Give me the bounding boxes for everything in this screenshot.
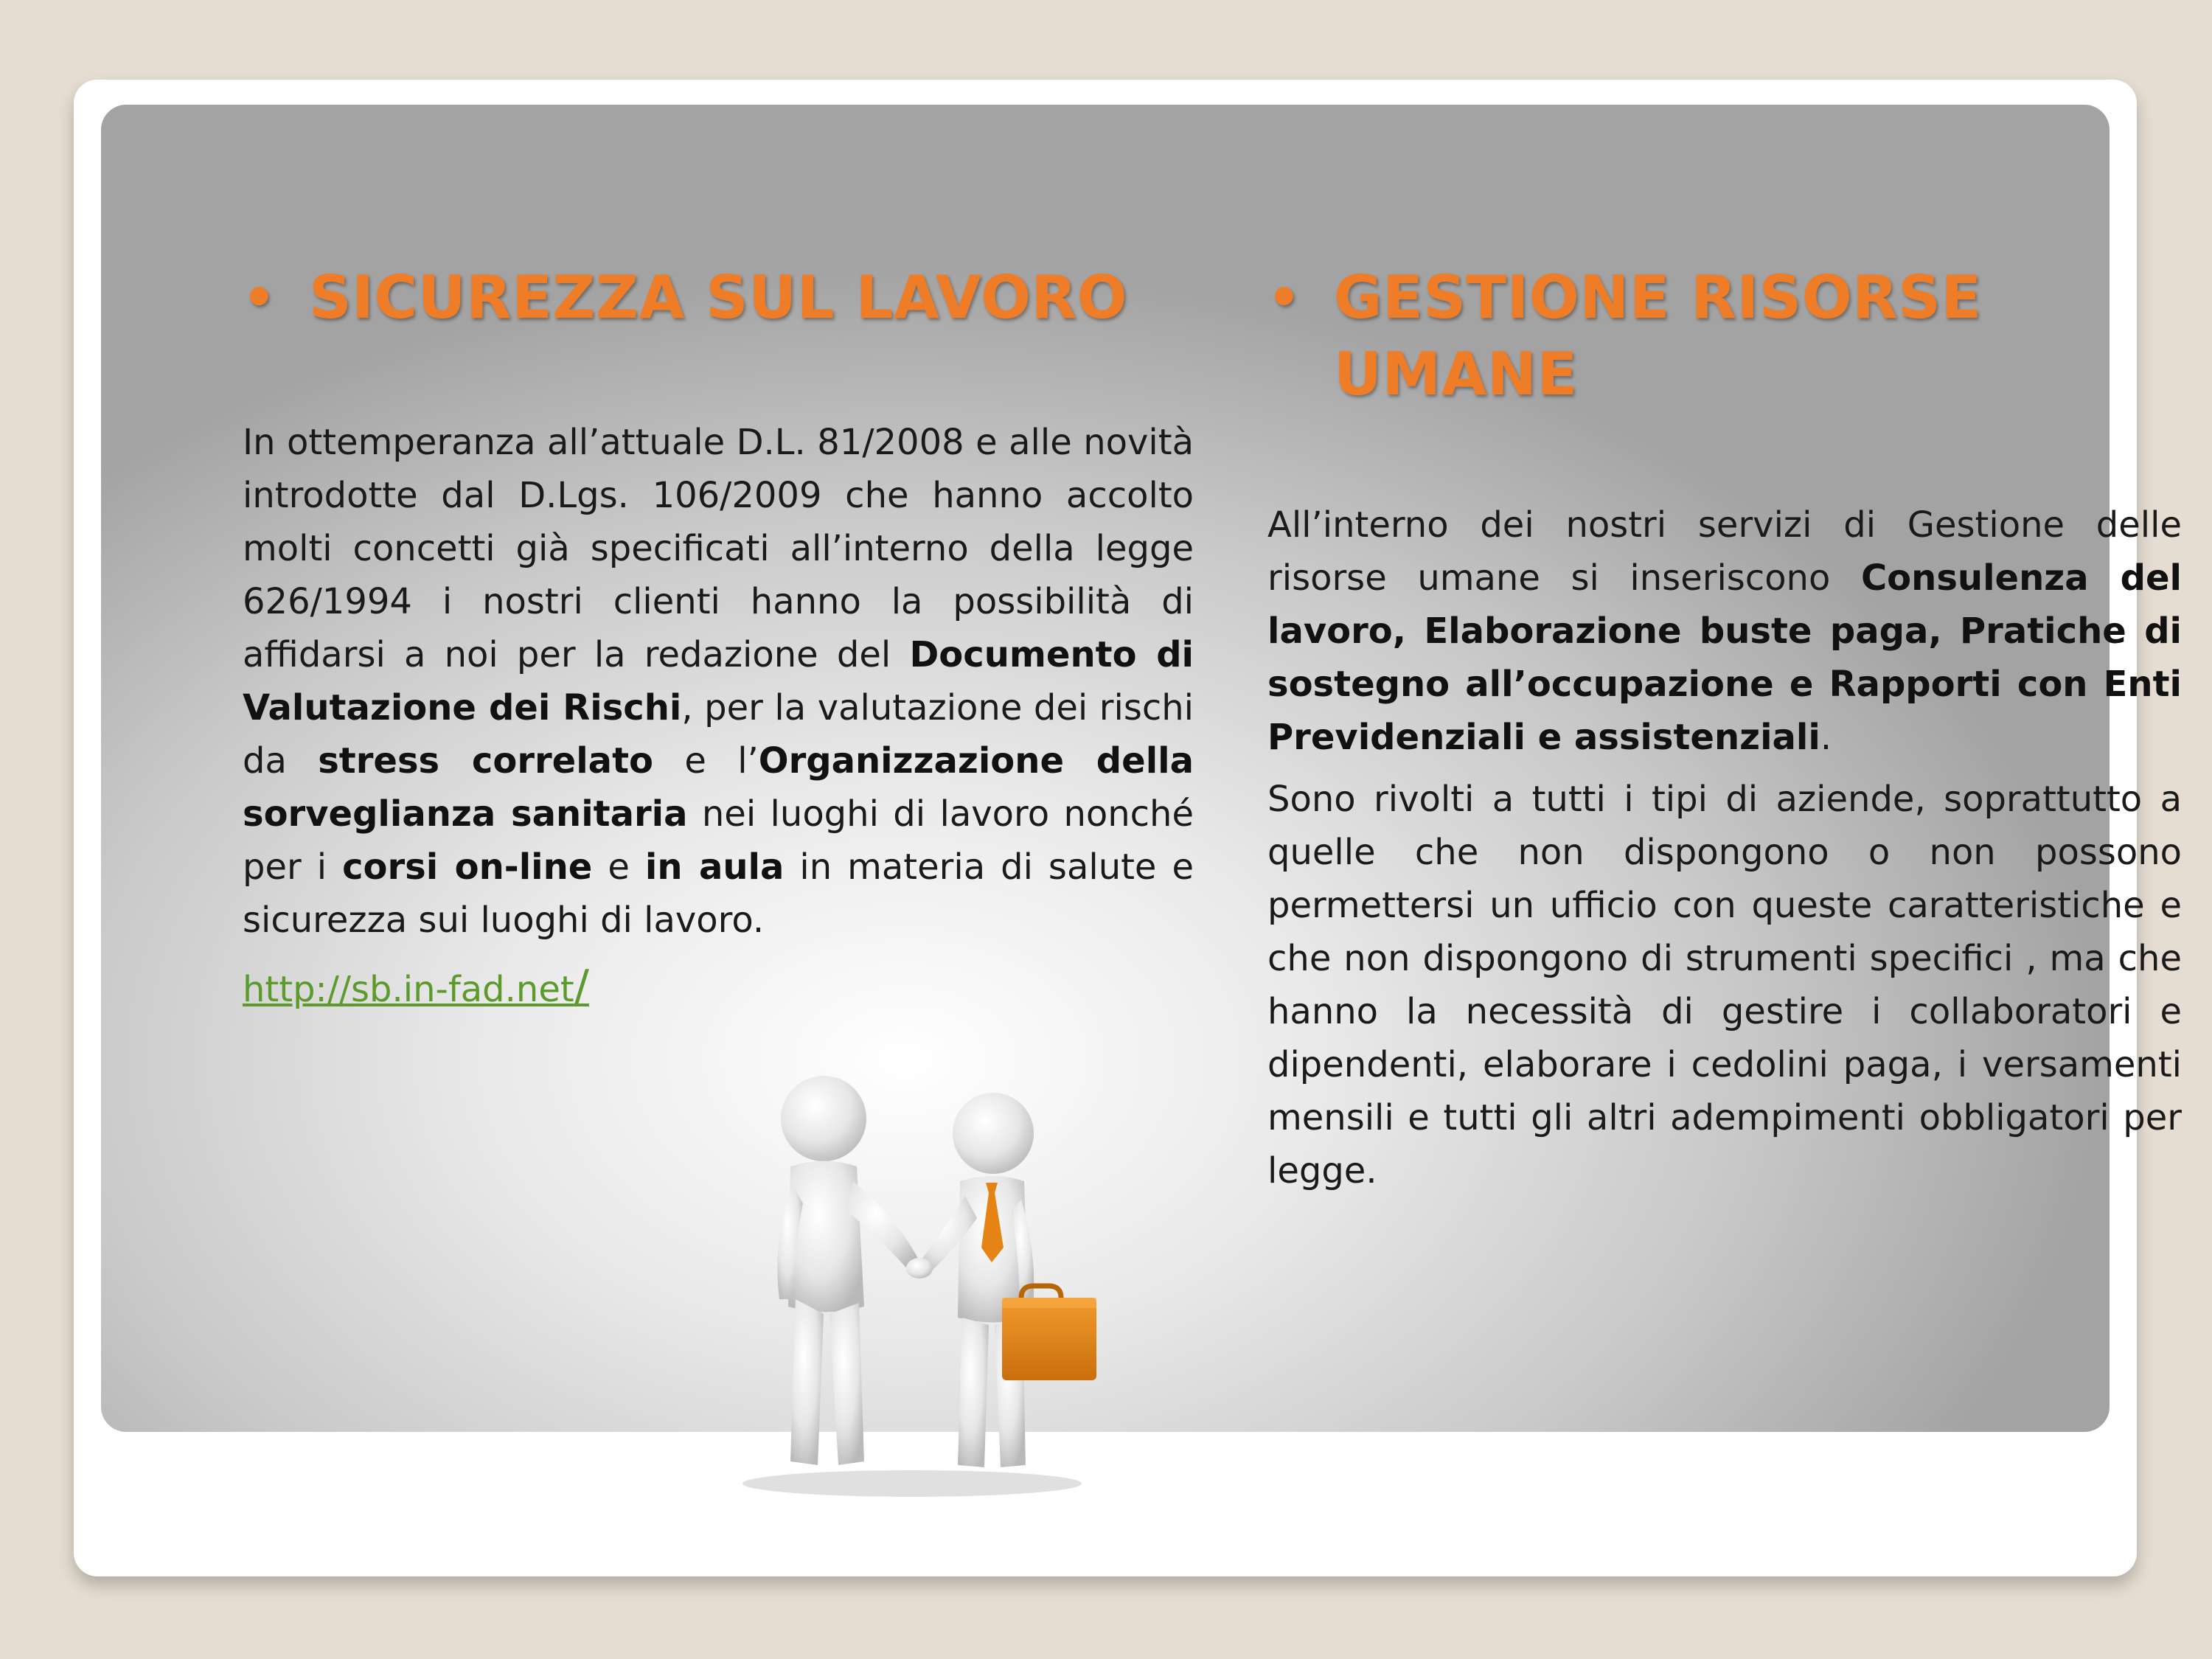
right-heading-line1: GESTIONE RISORSE bbox=[1334, 263, 1982, 332]
bold-run: Organizzazione della sorveglianza sanitaria bbox=[243, 740, 1194, 835]
bullet-icon: • bbox=[1267, 268, 1301, 328]
bold-run: in aula bbox=[644, 846, 785, 888]
bold-run: Consulenza del lavoro, Elaborazione buste paga, Pratiche di sostegno all’occupazione e Rapporti con Enti Previdenziali e assistenziali bbox=[1267, 557, 2183, 758]
text-run: nei luoghi di lavoro nonché per i bbox=[243, 793, 1194, 888]
left-column bbox=[243, 260, 1194, 1016]
slide bbox=[74, 80, 2183, 1576]
right-heading bbox=[1267, 260, 2182, 413]
text-run: in materia di salute e sicurezza sui luoghi di lavoro. bbox=[243, 846, 1194, 941]
right-heading-line2: UMANE bbox=[1334, 340, 1578, 408]
text-run: In ottemperanza all’attuale D.L. 81/2008 e alle novità introdotte dal D.Lgs. 106/2009 che hanno accolto molti concetti già specificati all’interno della legge 626/1994 i nostri clienti hanno la possibilità di affidarsi a noi per la redazione del bbox=[243, 422, 1194, 675]
bold-run: Documento di Valutazione dei Rischi bbox=[243, 634, 1194, 728]
text-run: e l’ bbox=[653, 740, 759, 782]
right-body-para2: Sono rivolti a tutti i tipi di aziende, soprattutto a quelle che non dispongono o non possono permettersi un ufficio con queste caratteristiche e che non dispongono di strumenti specifici , ma che hanno la necessità di gestire i collaboratori e dipendenti, elaborare i cedolini paga, i versamenti mensili e tutti gli altri adempimenti obbligatori per legge. bbox=[1267, 779, 2182, 1192]
left-heading-text: SICUREZZA SUL LAVORO bbox=[309, 263, 1128, 332]
bullet-icon: • bbox=[243, 268, 276, 328]
text-run: e bbox=[592, 846, 645, 888]
bold-run: corsi on-line bbox=[342, 846, 593, 888]
left-body-text bbox=[243, 416, 1194, 947]
content-panel bbox=[101, 105, 2183, 1432]
left-heading bbox=[243, 260, 1194, 336]
website-link[interactable] bbox=[243, 960, 589, 1016]
text-run: All’interno dei nostri servizi di Gestione delle risorse umane si inseriscono bbox=[1267, 504, 2182, 599]
bold-run: stress correlato bbox=[318, 740, 653, 782]
link-text[interactable]: http://sb.in-fad.net bbox=[243, 969, 574, 1010]
text-run: , per la valutazione dei rischi da bbox=[243, 687, 1194, 782]
text-run: . bbox=[1820, 717, 1832, 758]
handshake-figures-icon bbox=[720, 1063, 1104, 1506]
right-body-para1 bbox=[1267, 498, 2182, 764]
link-slash[interactable]: / bbox=[574, 961, 589, 1012]
right-column bbox=[1267, 260, 2182, 1197]
